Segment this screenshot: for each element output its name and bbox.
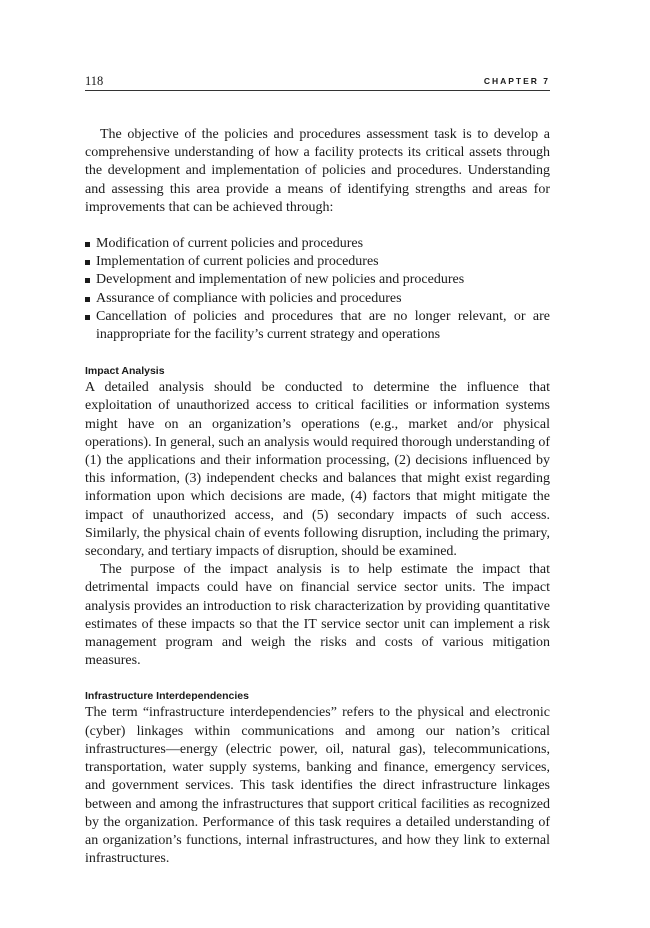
page-number: 118 bbox=[85, 74, 104, 88]
chapter-label: CHAPTER 7 bbox=[483, 76, 550, 86]
body-text bbox=[85, 126, 550, 868]
section-heading-infrastructure-interdependencies: Infrastructure Interdependencies bbox=[85, 690, 249, 703]
bullet-item bbox=[85, 253, 550, 271]
bullet-item bbox=[85, 271, 550, 289]
bullet-text: Modification of current policies and procedures bbox=[96, 236, 364, 252]
bullet-text: Assurance of compliance with policies and procedures bbox=[96, 290, 402, 306]
square-bullet-icon bbox=[85, 242, 90, 247]
intro-paragraph: The objective of the policies and procedures assessment task is to develop a comprehensive understanding of how a facility protects its critical assets through the development and implementation of policies and procedures. Understanding and assessing this area provide a means of identifying strengths and areas for improvements that can be achieved through: bbox=[85, 127, 550, 215]
bullet-item bbox=[85, 290, 550, 308]
section-heading-impact-analysis: Impact Analysis bbox=[85, 365, 165, 378]
bullet-item bbox=[85, 308, 550, 344]
bullet-text: Implementation of current policies and procedures bbox=[96, 254, 379, 270]
square-bullet-icon bbox=[85, 297, 90, 302]
square-bullet-icon bbox=[85, 278, 90, 283]
square-bullet-icon bbox=[85, 315, 90, 320]
impact-analysis-paragraph-1: A detailed analysis should be conducted to determine the influence that exploitation of unauthorized access to critical facilities or information systems might have on an organization’s operations (e.g., market and/or physical operations). In general, such an analysis would required thorough understanding of (1) the applications and their information processing, (2) decisions influenced by this information, (3) independent checks and balances that might exist regarding information upon which decisions are made, (4) factors that might mitigate the impact of unauthorized access, and (5) secondary impacts of such access. Similarly, the physical chain of events following disruption, including the primary, secondary, and tertiary impacts of disruption, should be examined. bbox=[85, 380, 550, 560]
bullet-item bbox=[85, 235, 550, 253]
bullet-list bbox=[85, 235, 550, 344]
square-bullet-icon bbox=[85, 260, 90, 265]
impact-analysis-paragraph-2: The purpose of the impact analysis is to help estimate the impact that detrimental impacts could have on financial service sector units. The impact analysis provides an introduction to risk characterization by providing quantitative estimates of these impacts so that the IT service sector unit can implement a risk management program and weigh the risks and costs of various mitigation measures. bbox=[85, 562, 550, 669]
running-head bbox=[85, 74, 550, 91]
infrastructure-interdependencies-paragraph: The term “infrastructure interdependencies” refers to the physical and electronic (cyber) linkages within communications and among our nation’s critical infrastructures—energy (electric power, oil, natural gas), telecommunications, transportation, water supply systems, banking and finance, emergency services, and government services. This task identifies the direct infrastructure linkages between and among the infrastructures that support critical facilities as recognized by the organization. Performance of this task requires a detailed understanding of an organization’s functions, internal infrastructures, and how they link to external infrastructures. bbox=[85, 705, 550, 867]
bullet-text: Cancellation of policies and procedures that are no longer relevant, or are inappropriate for the facility’s current strategy and operations bbox=[96, 308, 550, 343]
bullet-text: Development and implementation of new policies and procedures bbox=[96, 272, 465, 288]
